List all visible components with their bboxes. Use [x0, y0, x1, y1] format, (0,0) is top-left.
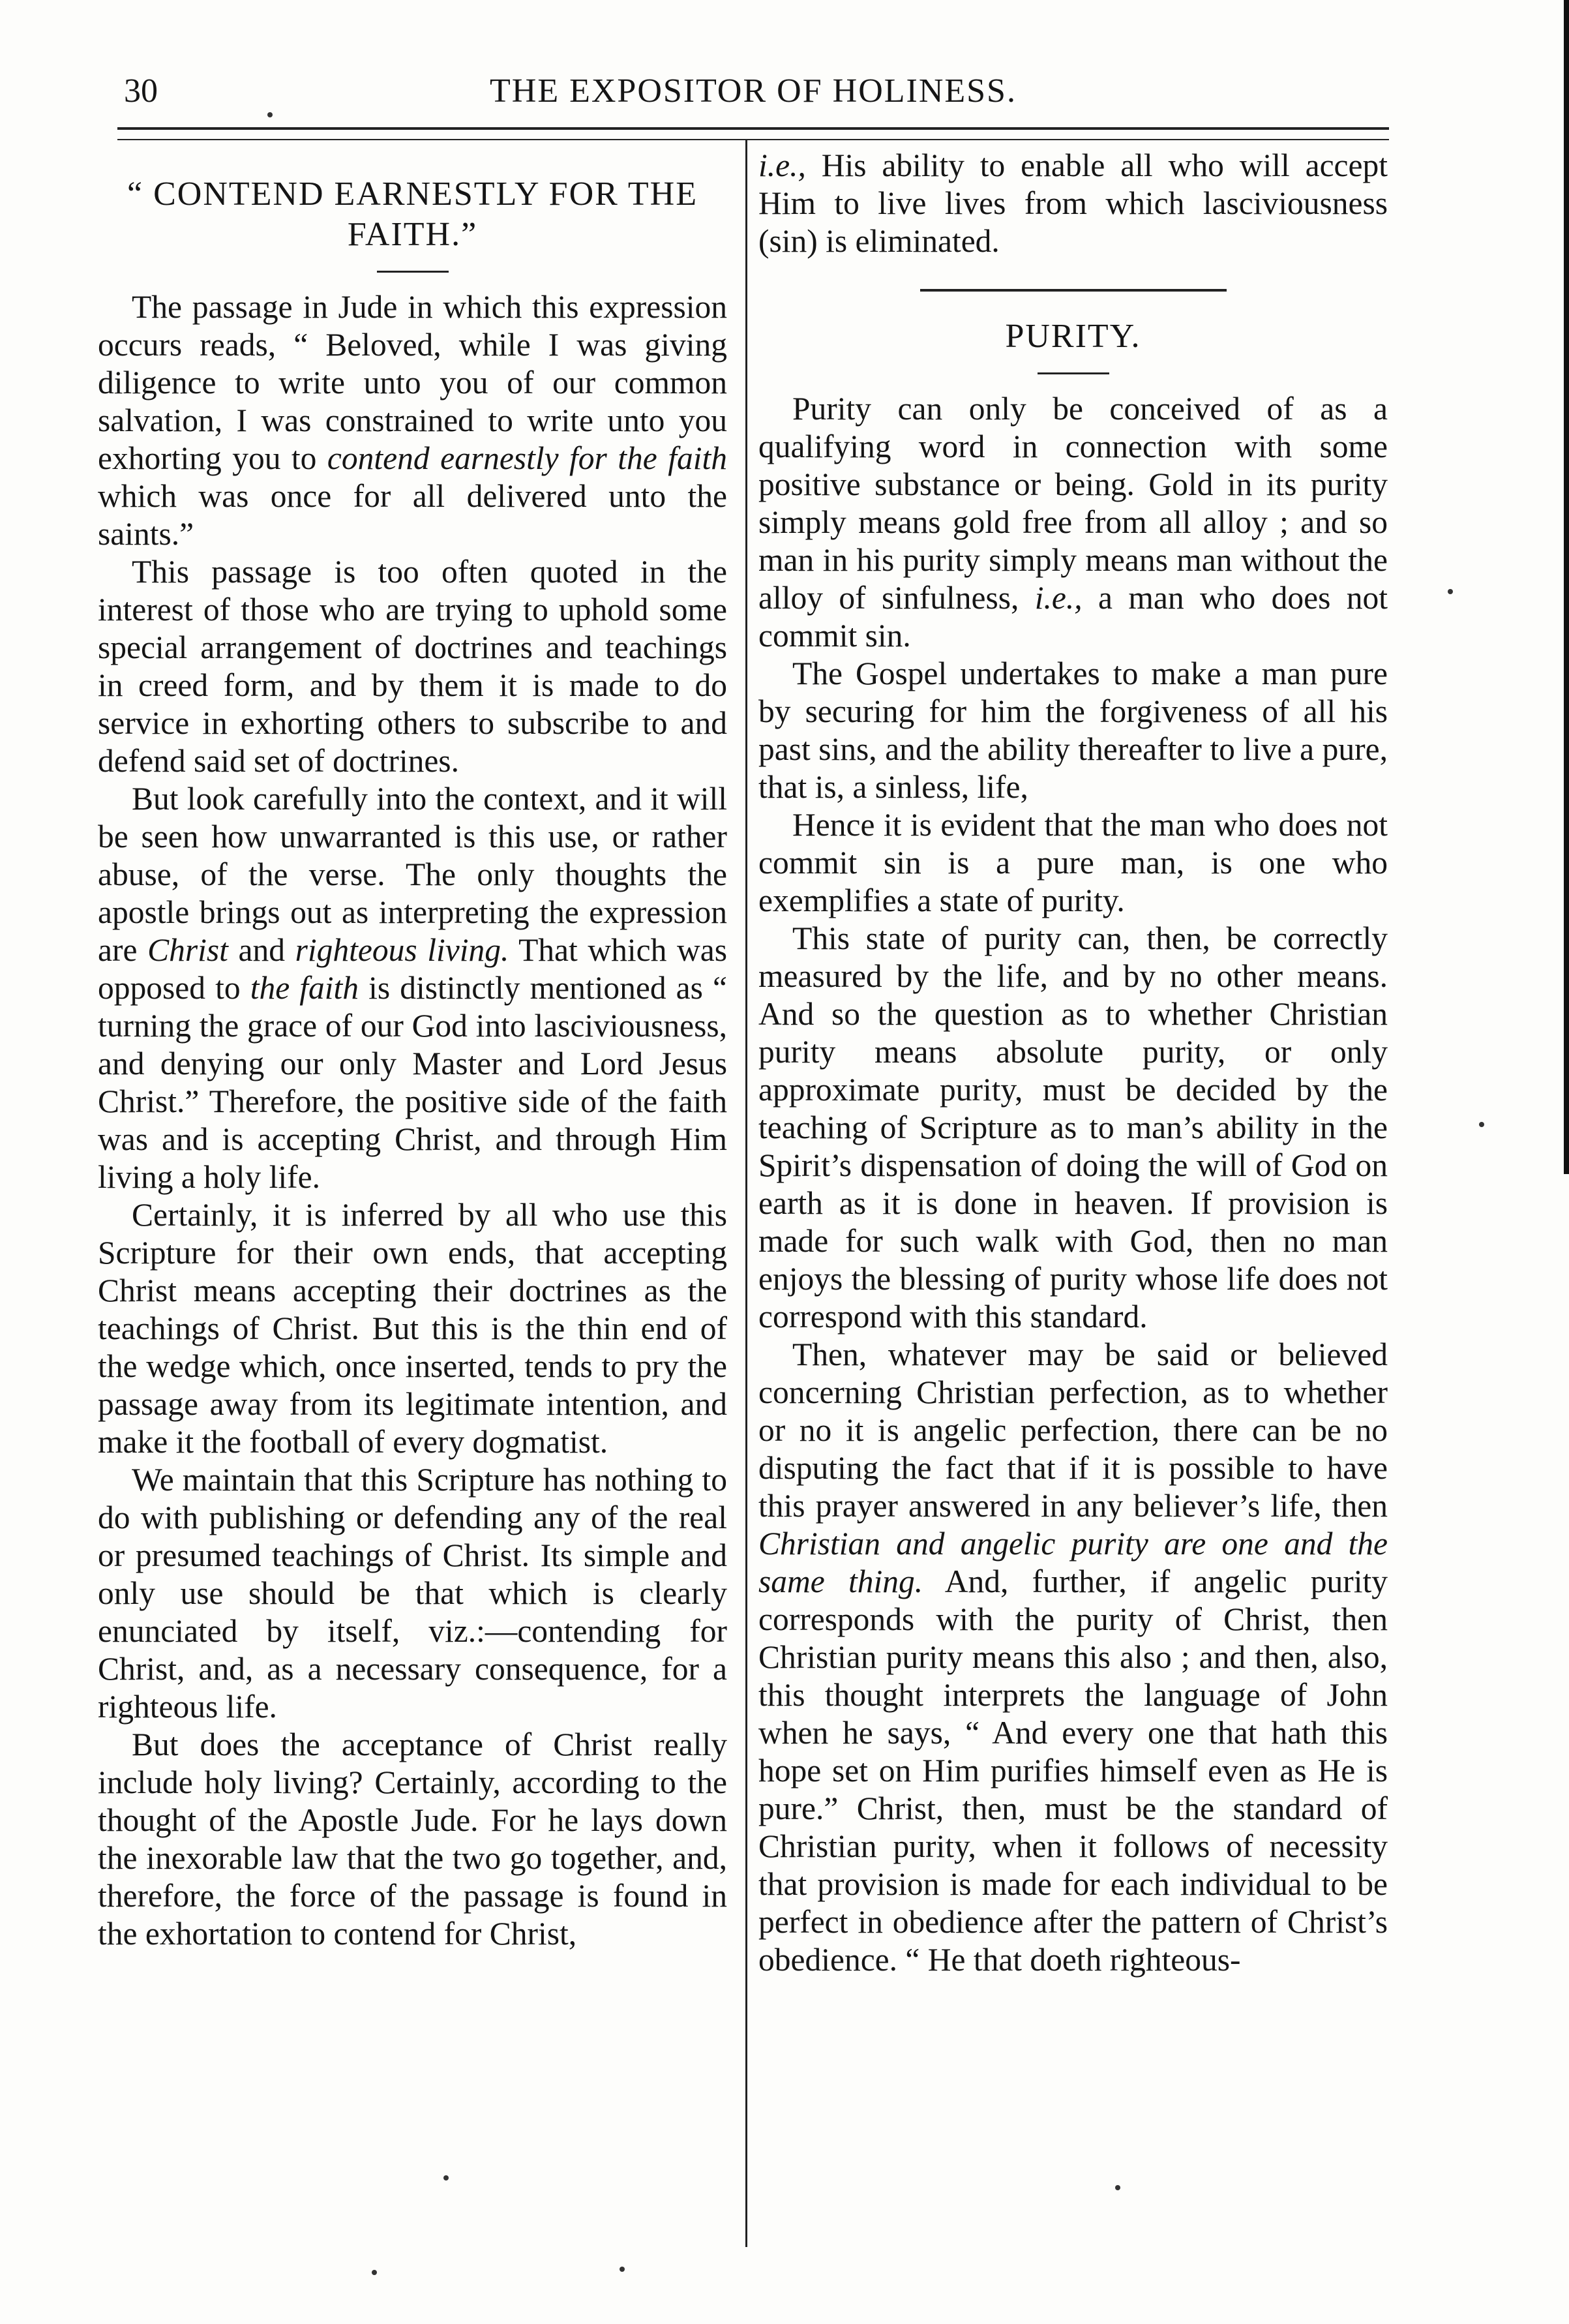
- scan-speck: [372, 2270, 377, 2275]
- page-header: [117, 65, 1389, 124]
- header-rule: [117, 127, 1389, 140]
- paragraph: This passage is too often quoted in the interest of those who are trying to uphold some special arrangement of doctrines and teachings in creed form, and by them it is made to do service in exhorting others to subscribe to and defend said set of doctrines.: [98, 554, 727, 779]
- scan-speck: [620, 2267, 625, 2272]
- left-column: [98, 147, 727, 1953]
- right-column: [758, 147, 1388, 1979]
- paragraph: Purity can only be conceived of as a qualifying word in connection with some positive substance or being. Gold in its purity simply means gold free from all alloy ; and so man in his purity simply means man without the alloy of sinfulness, i.e., a man who does not commit sin.: [758, 391, 1388, 654]
- scan-speck: [443, 2175, 449, 2181]
- scan-speck: [1479, 1122, 1484, 1127]
- page-edge-mark: [1564, 0, 1569, 1174]
- paragraph: The Gospel undertakes to make a man pure by securing for him the forgiveness of all his past sins, and the ability thereafter to live a pure, that is, a sinless, life,: [758, 656, 1388, 805]
- section-title: PURITY.: [1005, 318, 1141, 355]
- title-rule: [377, 271, 449, 273]
- paragraph: Certainly, it is inferred by all who use this Scripture for their own ends, that accepting Christ means accepting their doctrines as the teachings of Christ. But this is the thin end of the wedge which, once inserted, tends to pry the passage away from its legitimate intention, and make it the football of every dogmatist.: [98, 1197, 727, 1460]
- paragraph: This state of purity can, then, be correctly measured by the life, and by no other means. And so the question as to whether Christian purity means absolute purity, or only approximate purity, must be decided by the teaching of Scripture as to man’s ability in the Spirit’s dispensation of doing the will of God on earth as it is done in heaven. If provision is made for such walk with God, then no man enjoys the blessing of purity whose life does not correspond with this standard.: [758, 920, 1388, 1335]
- paragraph: The passage in Jude in which this expression occurs reads, “ Beloved, while I was giving diligence to write unto you of our common salvation, I was constrained to write unto you exhorting you to contend earnestly for the faith which was once for all delivered unto the saints.”: [98, 289, 727, 552]
- section-rule: [920, 289, 1227, 292]
- page-number: 30: [124, 72, 158, 110]
- paragraph: Hence it is evident that the man who does not commit sin is a pure man, is one who exemplifies a state of purity.: [758, 807, 1388, 918]
- continuation-paragraph: i.e., His ability to enable all who will accept Him to live lives from which lasciviousness (sin) is eliminated.: [758, 147, 1388, 259]
- paragraph: Then, whatever may be said or believed concerning Christian perfection, as to whether or no it is angelic perfection, there can be no disputing the fact that if it is possible to have this prayer answered in any believer’s life, then Christian and angelic purity are one and the same thing. And, further, if angelic purity corresponds with the purity of Christ, then Christian purity means this also ; and then, also, this thought interprets the language of John when he says, “ And every one that hath this hope set on Him purifies himself even as He is pure.” Christ, then, must be the standard of Christian purity, when it follows of necessity that provision is made for each individual to be perfect in obedience after the pattern of Christ’s obedience. “ He that doeth righteous-: [758, 1336, 1388, 1978]
- title-rule: [1038, 372, 1109, 374]
- running-title: THE EXPOSITOR OF HOLINESS.: [490, 72, 1017, 110]
- article-title: “ CONTEND EARNESTLY FOR THE FAITH.”: [127, 175, 698, 253]
- scan-speck: [1448, 589, 1453, 594]
- paragraph: But look carefully into the context, and it will be seen how unwarranted is this use, or rather abuse, of the verse. The only thoughts the apostle brings out as interpreting the expression are Christ and righteous living. That which was opposed to the faith is distinctly mentioned as “ turning the grace of our God into lasciviousness, and denying our only Master and Lord Jesus Christ.” Therefore, the positive side of the faith was and is accepting Christ, and through Him living a holy life.: [98, 781, 727, 1195]
- paragraph: But does the acceptance of Christ really include holy living? Certainly, according to the thought of the Apostle Jude. For he lays down the inexorable law that the two go together, and, therefore, the force of the passage is found in the exhortation to contend for Christ,: [98, 1727, 727, 1952]
- column-divider: [745, 140, 747, 2247]
- paragraph: We maintain that this Scripture has nothing to do with publishing or defending any of the real or presumed teachings of Christ. Its simple and only use should be that which is clearly enunciated by itself, viz.:—contending for Christ, and, as a necessary consequence, for a righteous life.: [98, 1462, 727, 1725]
- scan-speck: [1115, 2185, 1120, 2190]
- scan-speck: [267, 112, 273, 117]
